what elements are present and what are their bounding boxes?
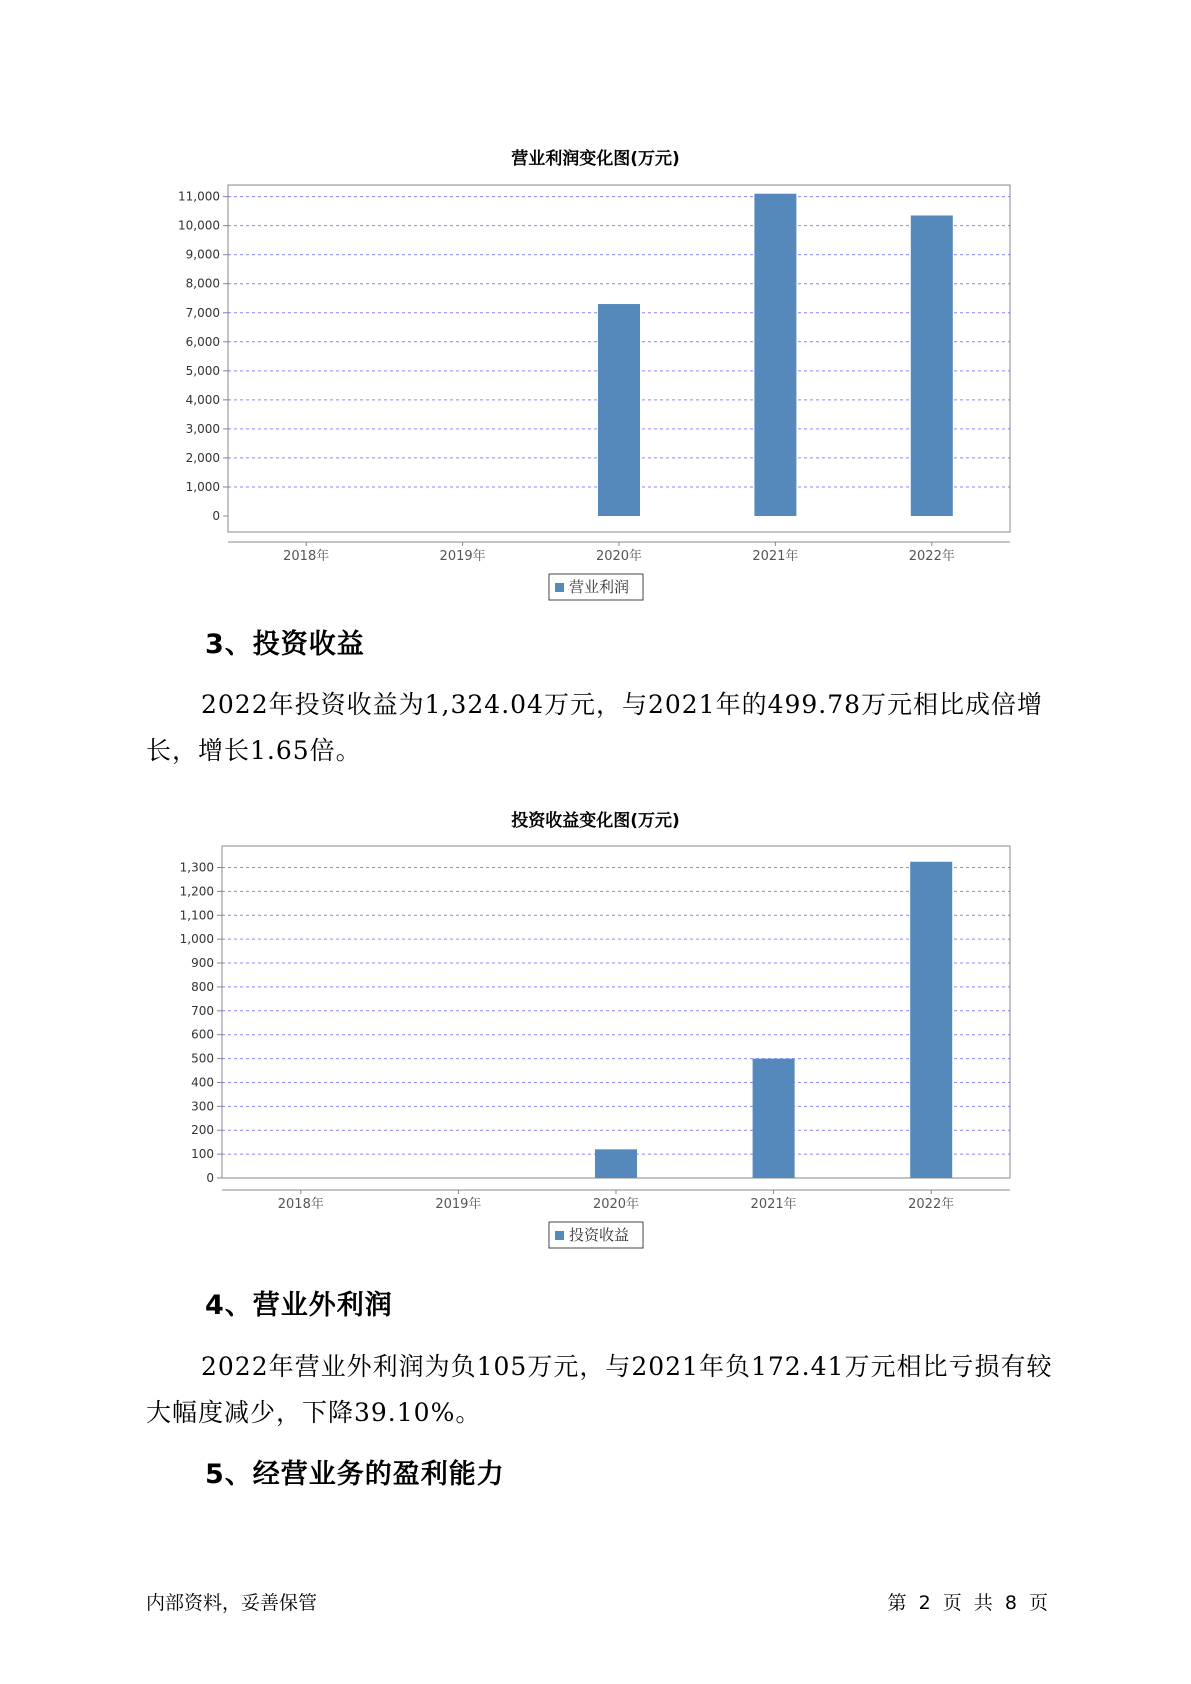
investment-income-chart: [0, 830, 1191, 1250]
legend-swatch: [555, 1231, 564, 1240]
bar: [598, 304, 640, 516]
y-tick-label: 100: [191, 1147, 214, 1162]
y-tick-label: 7,000: [185, 305, 220, 320]
x-tick-label: 2022年: [908, 549, 955, 564]
y-tick-label: 1,100: [179, 908, 214, 923]
y-tick-label: 500: [191, 1051, 214, 1066]
y-tick-label: 1,000: [185, 479, 220, 494]
legend-swatch: [555, 583, 564, 592]
y-tick-label: 600: [191, 1027, 214, 1042]
y-tick-label: 9,000: [185, 247, 220, 262]
x-tick-label: 2021年: [750, 1197, 797, 1212]
x-tick-label: 2021年: [752, 549, 799, 564]
footer-confidential-note: 内部资料，妥善保管: [146, 1592, 318, 1614]
x-tick-label: 2019年: [439, 549, 486, 564]
y-tick-label: 6,000: [185, 334, 220, 349]
y-tick-label: 900: [191, 956, 214, 971]
page-mid: 页 共: [942, 1592, 993, 1614]
y-tick-label: 1,200: [179, 884, 214, 899]
y-tick-label: 0: [206, 1171, 214, 1185]
bar: [595, 1149, 637, 1178]
x-tick-label: 2018年: [277, 1197, 324, 1212]
y-tick-label: 200: [191, 1123, 214, 1138]
y-tick-label: 4,000: [185, 392, 220, 407]
paragraph-non-operating-profit: 2022年营业外利润为负105万元，与2021年负172.41万元相比亏损有较大幅度减少，下降39.10%。: [146, 1352, 1053, 1427]
y-tick-label: 800: [191, 979, 214, 994]
plot-area: [222, 846, 1010, 1178]
x-tick-label: 2018年: [283, 549, 330, 564]
y-tick-label: 5,000: [185, 363, 220, 378]
x-tick-label: 2020年: [595, 549, 643, 564]
bar: [911, 215, 953, 516]
page-current: 2: [918, 1592, 931, 1614]
y-tick-label: 2,000: [185, 450, 220, 465]
y-tick-label: 3,000: [185, 421, 220, 436]
legend-label: 投资收益: [569, 1226, 630, 1244]
bar: [910, 862, 952, 1178]
legend-label: 营业利润: [569, 578, 630, 596]
y-tick-label: 1,000: [179, 932, 214, 947]
x-tick-label: 2020年: [592, 1197, 640, 1212]
bar: [754, 194, 796, 516]
y-tick-label: 8,000: [185, 276, 220, 291]
y-tick-label: 1,300: [179, 860, 214, 875]
y-tick-label: 10,000: [178, 218, 220, 233]
footer-page-number: [885, 1588, 1052, 1615]
operating-profit-chart: [0, 130, 1191, 596]
x-tick-label: 2019年: [435, 1197, 482, 1212]
section-heading-business-profitability: 5、经营业务的盈利能力: [205, 1459, 505, 1490]
bar: [753, 1059, 795, 1178]
section-heading-investment-income: 3、投资收益: [205, 629, 365, 660]
page-total: 8: [1004, 1592, 1017, 1614]
y-tick-label: 0: [212, 509, 220, 523]
page-prefix: 第: [887, 1592, 907, 1614]
y-tick-label: 300: [191, 1099, 214, 1114]
section-heading-non-operating-profit: 4、营业外利润: [205, 1290, 393, 1321]
x-tick-label: 2022年: [908, 1197, 955, 1212]
y-tick-label: 11,000: [178, 189, 220, 204]
y-tick-label: 700: [191, 1003, 214, 1018]
y-tick-label: 400: [191, 1075, 214, 1090]
chart-title-operating-profit: 营业利润变化图(万元): [511, 149, 680, 169]
paragraph-investment-income: 2022年投资收益为1,324.04万元，与2021年的499.78万元相比成倍增长，增长1.65倍。: [146, 690, 1044, 765]
page-suffix: 页: [1028, 1592, 1048, 1614]
chart-title-investment-income: 投资收益变化图(万元): [511, 811, 680, 831]
